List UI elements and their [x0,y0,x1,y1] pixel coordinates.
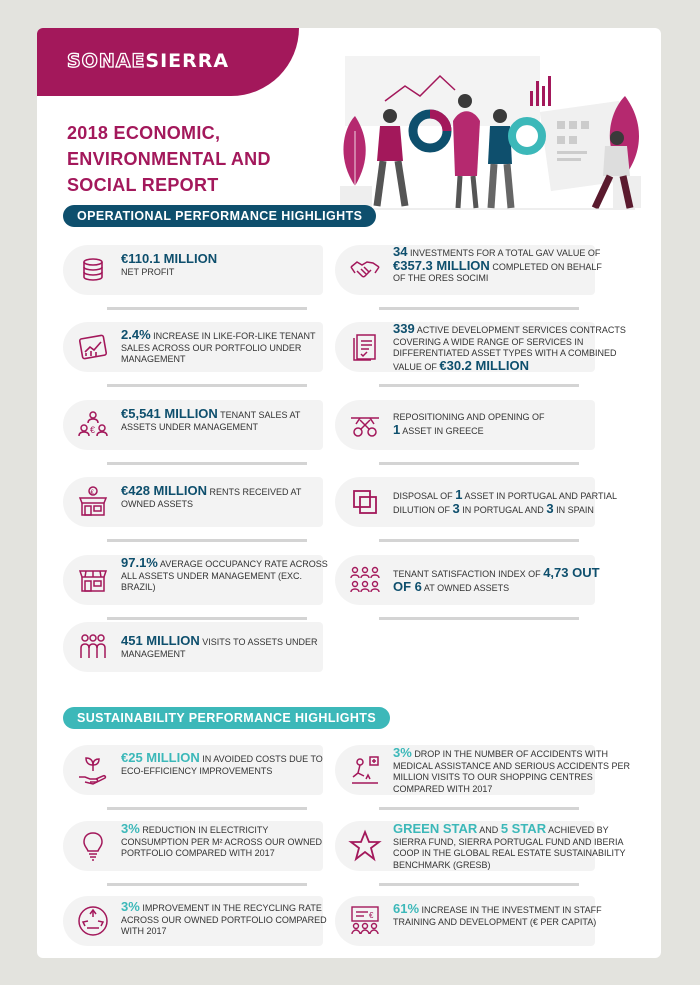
logo: SONAESIERRA [67,50,230,72]
sales-chart-icon [76,330,110,364]
recycle-icon [76,904,110,938]
tenants-icon [76,408,110,442]
brand-bar [37,28,299,96]
store-euro-icon [76,485,110,519]
report-card: SONAESIERRA 2018 ECONOMIC, ENVIRONMENTAL AND SOCIAL REPORT OPERATIONAL PERFORMANCE HIGHLIGHTS €110.1 MILLION NET PROFIT 2.4% INCREASE IN LIKE-FOR-LIKE TENANT SALES ACROSS OUR PORTFOLIO UNDER MANAGEMENT € €5,541 MILLION TENANT SALES AT ASSETS UNDER MANAGEMENT € €428 MILLION RENTS RECEIVED AT OWNED ASSETS 97.1% AVERAGE OCCUPANCY RATE ACROSS ALL ASSETS UNDER MANAGEMENT (EXC. BRAZIL) 451 MILLION VISITS TO ASSETS UNDER MANAGEMENT 34 INVESTMENTS FOR A TOTAL GAV VALUE OF €357.3 MILLION COMPLETED ON BEHALF OF THE ORES SOCIMI 339 ACTIVE DEVELOPMENT SERVICES CONTRACTS COVERING A WIDE RANGE OF SERVICES IN DIFFERENTIATED ASSET TYPES WITH A COMBINED VALUE OF €30.2 MILLION REPOSITIONING AND OPENING OF 1 ASSET IN GREECE DISPOSAL OF 1 ASSET IN PORTUGAL AND PARTIAL DILUTION OF 3 IN PORTUGAL AND 3 IN SPAIN TENANT SATISFACTION INDEX OF 4,73 OUT OF 6 AT OWNED ASSETS SUSTAINABILITY PERFORMANCE HIGHLIGHTS €25 MILLION IN AVOIDED COSTS DUE TO ECO-EFFICIENCY IMPROVEMENTS 3% REDUCTION IN ELECTRICITY CONSUMPTION PER M² ACROSS OUR OWNED PORTFOLIO COMPARED WITH 2017 3% IMPROVEMENT IN THE RECYCLING RATE ACROSS OUR OWNED PORTFOLIO COMPARED WITH 2017 3% DROP IN THE NUMBER OF ACCIDENTS WITH MEDICAL ASSISTANCE AND SERIOUS ACCIDENTS PER MILLION VISITS TO OUR SHOPPING CENTRES COMPARED WITH 2017 GREEN STAR AND 5 STAR ACHIEVED BY SIERRA FUND, SIERRA PORTUGAL FUND AND IBERIA COOP IN THE GLOBAL REAL ESTATE SUSTAINABILITY BENCHMARK (GRESB) € 61% INCREASE IN THE INVESTMENT IN STAFF TRAINING AND DEVELOPMENT (€ PER CAPITA) [37,28,661,958]
lightbulb-icon [76,829,110,863]
report-title: 2018 ECONOMIC, ENVIRONMENTAL AND SOCIAL REPORT [67,123,271,195]
visitors-icon [76,630,110,664]
coins-icon [76,253,110,287]
ribbon-cutting-icon [348,408,382,442]
storefront-icon [76,563,110,597]
training-icon [348,904,382,938]
accident-icon [348,753,382,787]
satisfaction-icon [348,563,382,597]
hero-illustration [295,46,645,211]
svg-text:€: € [90,425,96,435]
operational-heading: OPERATIONAL PERFORMANCE HIGHLIGHTS [63,205,376,227]
star-icon [348,829,382,863]
plant-hand-icon [76,753,110,787]
contract-icon [348,330,382,364]
svg-text:€: € [90,490,94,496]
squares-icon [348,485,382,519]
svg-text:€: € [369,911,374,920]
handshake-icon [348,253,382,287]
sustainability-heading: SUSTAINABILITY PERFORMANCE HIGHLIGHTS [63,707,390,729]
